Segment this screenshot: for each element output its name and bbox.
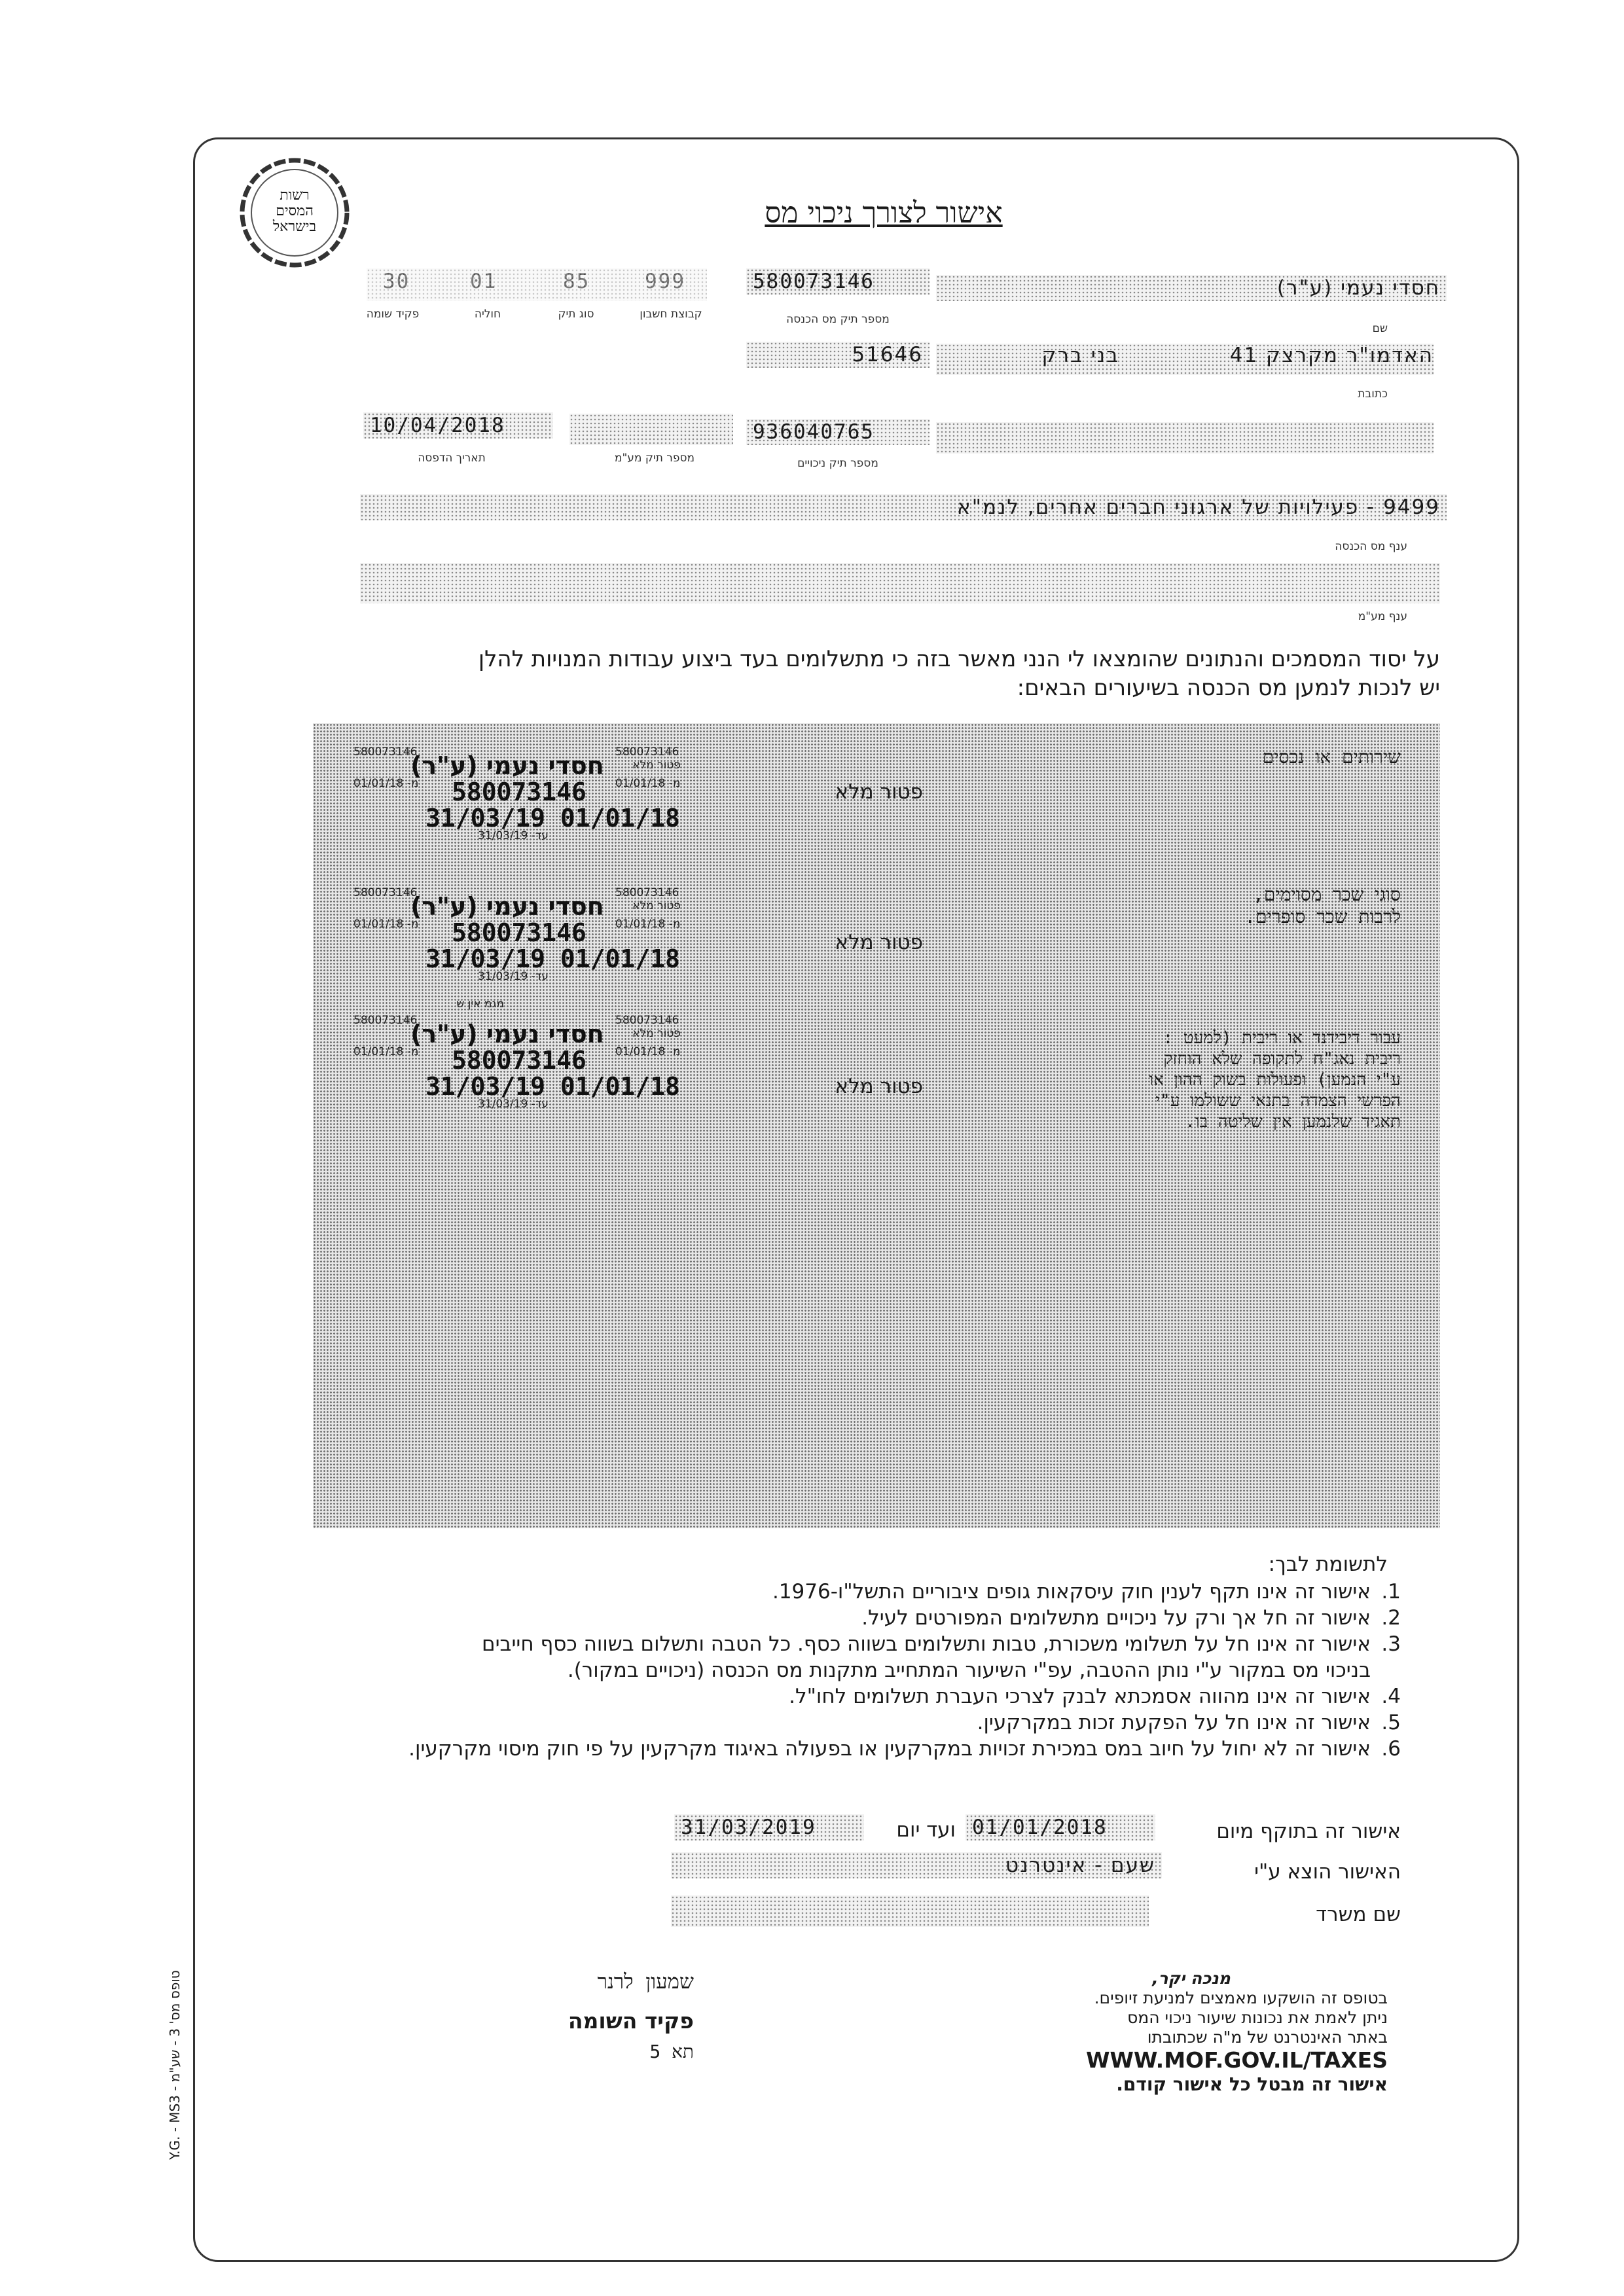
address-city: בני ברק xyxy=(1041,344,1119,367)
vat-file-number xyxy=(569,414,733,445)
stamp-1-dates: 31/03/19 01/01/18 xyxy=(425,804,680,833)
rate-row-1-service xyxy=(1021,746,1401,768)
stamp-1-from-a: מ- 01/01/18 xyxy=(353,777,419,790)
stamp-3-name: חסדי נעמי (ע"ר) xyxy=(410,1020,604,1049)
notes-heading: לתשומת לבך: xyxy=(1268,1552,1388,1576)
code-sug-tik-label: סוג תיק xyxy=(558,308,594,321)
rate-row-1-service-line-1: שירותים או נכסים xyxy=(1262,746,1401,768)
side-form-code: Y.G. - MS3 - טופס מס' 3 - שע"מ xyxy=(167,1970,183,2160)
note-item-4-num: 4. xyxy=(1381,1685,1401,1708)
rate-row-3-service xyxy=(1021,1028,1401,1132)
deductions-row-shade xyxy=(936,422,1434,454)
vat-branch xyxy=(360,563,1440,603)
stamp-3-number: 580073146 xyxy=(452,1046,586,1075)
stamp-1-small-no-a: 580073146 xyxy=(353,745,418,759)
intro-text xyxy=(340,645,1440,702)
office-name xyxy=(671,1895,1149,1927)
deductions-file-number: 936040765 xyxy=(746,419,929,445)
stamp-3-small-no-b: 580073146 xyxy=(615,1014,679,1027)
code-pakid-shuma: 30 xyxy=(383,270,410,293)
stamp-2-number: 580073146 xyxy=(452,918,586,947)
note-item-1-line-1: אישור זה אינו תקף לענין חוק עיסקאות גופים ציבוריים התשל"ו-1976. xyxy=(772,1580,1371,1604)
rate-row-2-rate: פטור מלא xyxy=(835,931,923,954)
rate-row-2-service-line-1: סוגי שכר מסוימים, xyxy=(1253,884,1401,905)
rate-row-3-stamp xyxy=(353,1014,694,1113)
print-date: 10/04/2018 xyxy=(363,412,553,439)
validity-from-label: אישור זה בתוקף מיום xyxy=(1216,1820,1401,1843)
logo-line-1: רשות xyxy=(280,187,310,204)
customer-note-line-3: באתר האינטרנט של מ"ה שכתובתו xyxy=(1147,2028,1388,2047)
recipient-name: חסדי נעמי (ע"ר) xyxy=(936,275,1447,301)
note-item-3-line-1: אישור זה אינו חל על תשלומי משכורת, טבות ותשלומים בשווה כסף. כל הטבה ותשלום בשווה כסף חייבים xyxy=(482,1632,1371,1656)
stamp-1-to: עד- 31/03/19 xyxy=(478,829,549,842)
note-item-6-num: 6. xyxy=(1381,1737,1401,1761)
code-hulia-label: חוליה xyxy=(474,308,501,321)
income-tax-branch-label: ענף מס הכנסה xyxy=(1335,540,1407,553)
note-item-5-num: 5. xyxy=(1381,1711,1401,1734)
stamp-3-note: מגמ אין ש xyxy=(456,997,504,1011)
note-item-5 xyxy=(275,1710,1401,1736)
logo-line-3: בישראל xyxy=(272,219,317,235)
code-pakid-shuma-label: פקיד שומה xyxy=(366,308,420,321)
customer-note-url: WWW.MOF.GOV.IL/TAXES xyxy=(1086,2047,1388,2073)
rate-row-3-service-line-2: ריבית נאג"ח לתקופה שלא הוחזק xyxy=(1163,1049,1401,1069)
validity-from: 01/01/2018 xyxy=(965,1814,1155,1840)
rate-row-1-stamp xyxy=(353,746,694,844)
codes-shade xyxy=(367,268,707,301)
customer-note-greeting: מנכה יקר, xyxy=(1152,1969,1231,1988)
rate-row-2-stamp xyxy=(353,887,694,985)
note-item-2 xyxy=(275,1605,1401,1631)
note-item-3-line-2: בניכוי מס במקור ע"י נותן ההטבה, עפ"י השיעור המתחייב מתקנות מס הכנסה (ניכויים במקור). xyxy=(567,1659,1371,1682)
code-hulia: 01 xyxy=(470,270,497,293)
tax-file-number: 580073146 xyxy=(746,268,929,295)
intro-line-1: על יסוד המסמכים והנתונים שהומצאו לי הנני מאשר בזה כי מתשלומים בעד ביצוע עבודות המנויות להלן xyxy=(478,646,1440,672)
note-item-2-num: 2. xyxy=(1381,1606,1401,1630)
stamp-3-from-a: מ- 01/01/18 xyxy=(353,1045,419,1058)
stamp-2-from-b: מ- 01/01/18 xyxy=(615,918,681,931)
stamp-2-to: עד- 31/03/19 xyxy=(478,970,549,983)
validity-to-label: ועד יום xyxy=(896,1818,956,1842)
logo-line-2: המסים xyxy=(276,203,314,219)
rate-row-2-service-line-2: לרבות שכר סופרים. xyxy=(1244,906,1401,927)
stamp-2-small-no-b: 580073146 xyxy=(615,886,679,899)
issued-by: שעם - אינטרנט xyxy=(671,1852,1162,1878)
recipient-name-label: שם xyxy=(1372,322,1388,335)
stamp-2-from-a: מ- 01/01/18 xyxy=(353,918,419,931)
note-item-1 xyxy=(275,1579,1401,1605)
address-street: האדמו"ר מקרצק 41 xyxy=(1229,344,1434,367)
note-item-3 xyxy=(275,1631,1401,1683)
stamp-2-small-no-a: 580073146 xyxy=(353,886,418,899)
code-kvutzat-heshbon-label: קבוצת חשבון xyxy=(640,308,702,321)
tax-authority-logo xyxy=(236,154,353,272)
customer-note-line-2: ניתן לאמת את נכונות שיעור ניכוי המס xyxy=(1127,2008,1388,2027)
address-label: כתובת xyxy=(1358,387,1388,401)
code-kvutzat-heshbon: 999 xyxy=(645,270,685,293)
note-item-1-num: 1. xyxy=(1381,1580,1401,1604)
tax-file-number-label: מספר תיק מס הכנסה xyxy=(786,313,890,326)
stamp-3-small-exempt: פטור מלא xyxy=(632,1027,681,1040)
customer-note xyxy=(995,1969,1388,2096)
signer-title: פקיד השומה xyxy=(568,2008,694,2034)
note-item-4-line-1: אישור זה אינו מהווה אסמכתא לבנק לצרכי העברת תשלומים לחו"ל. xyxy=(789,1685,1371,1708)
rate-row-1-rate: פטור מלא xyxy=(835,780,923,804)
stamp-1-small-no-b: 580073146 xyxy=(615,745,679,759)
rate-row-3-service-line-1: עבור דיבידנד או ריבית (למעט : xyxy=(1163,1028,1401,1048)
stamp-1-number: 580073146 xyxy=(452,778,586,806)
office-label: שם משרד xyxy=(1316,1903,1401,1926)
rate-row-3-service-line-3: ע"י הנמען) ופעולות בשוק ההון או xyxy=(1149,1070,1401,1090)
intro-line-2: יש לנכות לנמען מס הכנסה בשיעורים הבאים: xyxy=(1017,675,1440,701)
income-tax-branch: 9499 - פעילויות של ארגוני חברים אחרים, לנמ"א xyxy=(360,494,1447,520)
signer-name: שמעון לרנר xyxy=(597,1970,694,1994)
stamp-1-name: חסדי נעמי (ע"ר) xyxy=(410,751,604,780)
stamp-2-dates: 31/03/19 01/01/18 xyxy=(425,944,680,973)
notes-list xyxy=(275,1579,1401,1762)
address-zip: 51646 xyxy=(746,342,929,368)
rate-row-3-service-line-4: הפרשי הצמדה בתנאי ששולמו ע"י xyxy=(1155,1091,1401,1111)
rate-row-2-service xyxy=(1021,884,1401,928)
stamp-3-to: עד- 31/03/19 xyxy=(478,1098,549,1111)
customer-note-line-1: בטופס זה הושקעו מאמצים למניעת זיופים. xyxy=(1094,1988,1388,2007)
stamp-2-name: חסדי נעמי (ע"ר) xyxy=(410,892,604,921)
vat-branch-label: ענף מע"מ xyxy=(1358,610,1407,623)
issued-by-label: האישור הוצא ע"י xyxy=(1254,1860,1401,1884)
stamp-3-small-no-a: 580073146 xyxy=(353,1014,418,1027)
stamp-2-small-exempt: פטור מלא xyxy=(632,899,681,912)
vat-file-number-label: מספר תיק מע"מ xyxy=(614,452,695,465)
rate-row-3-service-line-5: תאגיד שלנמען אין שליטה בו. xyxy=(1185,1112,1401,1132)
stamp-3-dates: 31/03/19 01/01/18 xyxy=(425,1072,680,1101)
note-item-6 xyxy=(275,1736,1401,1762)
note-item-2-line-1: אישור זה חל אך ורק על ניכויים מתשלומים המפורטים לעיל. xyxy=(861,1606,1371,1630)
stamp-3-from-b: מ- 01/01/18 xyxy=(615,1045,681,1058)
code-sug-tik: 85 xyxy=(563,270,590,293)
stamp-1-from-b: מ- 01/01/18 xyxy=(615,777,681,790)
deductions-file-number-label: מספר תיק ניכויים xyxy=(797,457,878,470)
print-date-label: תאריך הדפסה xyxy=(418,452,486,465)
document-title: אישור לצורך ניכוי מס xyxy=(765,196,1003,230)
note-item-5-line-1: אישור זה אינו חל על הפקעת זכות במקרקעין. xyxy=(977,1711,1371,1734)
stamp-1-small-exempt: פטור מלא xyxy=(632,759,681,772)
note-item-3-num: 3. xyxy=(1381,1632,1401,1656)
note-item-6-line-1: אישור זה לא יחול על חיוב במס במכירת זכויות במקרקעין או בפעולה באיגוד מקרקעין על פי חוק מיסוי מקרקעין. xyxy=(408,1737,1371,1761)
validity-to: 31/03/2019 xyxy=(674,1814,864,1840)
note-item-4 xyxy=(275,1683,1401,1710)
signer-code: תא 5 xyxy=(649,2041,694,2062)
customer-note-final: אישור זה מבטל כל אישור קודם. xyxy=(1116,2073,1388,2095)
rate-row-3-rate: פטור מלא xyxy=(835,1075,923,1098)
